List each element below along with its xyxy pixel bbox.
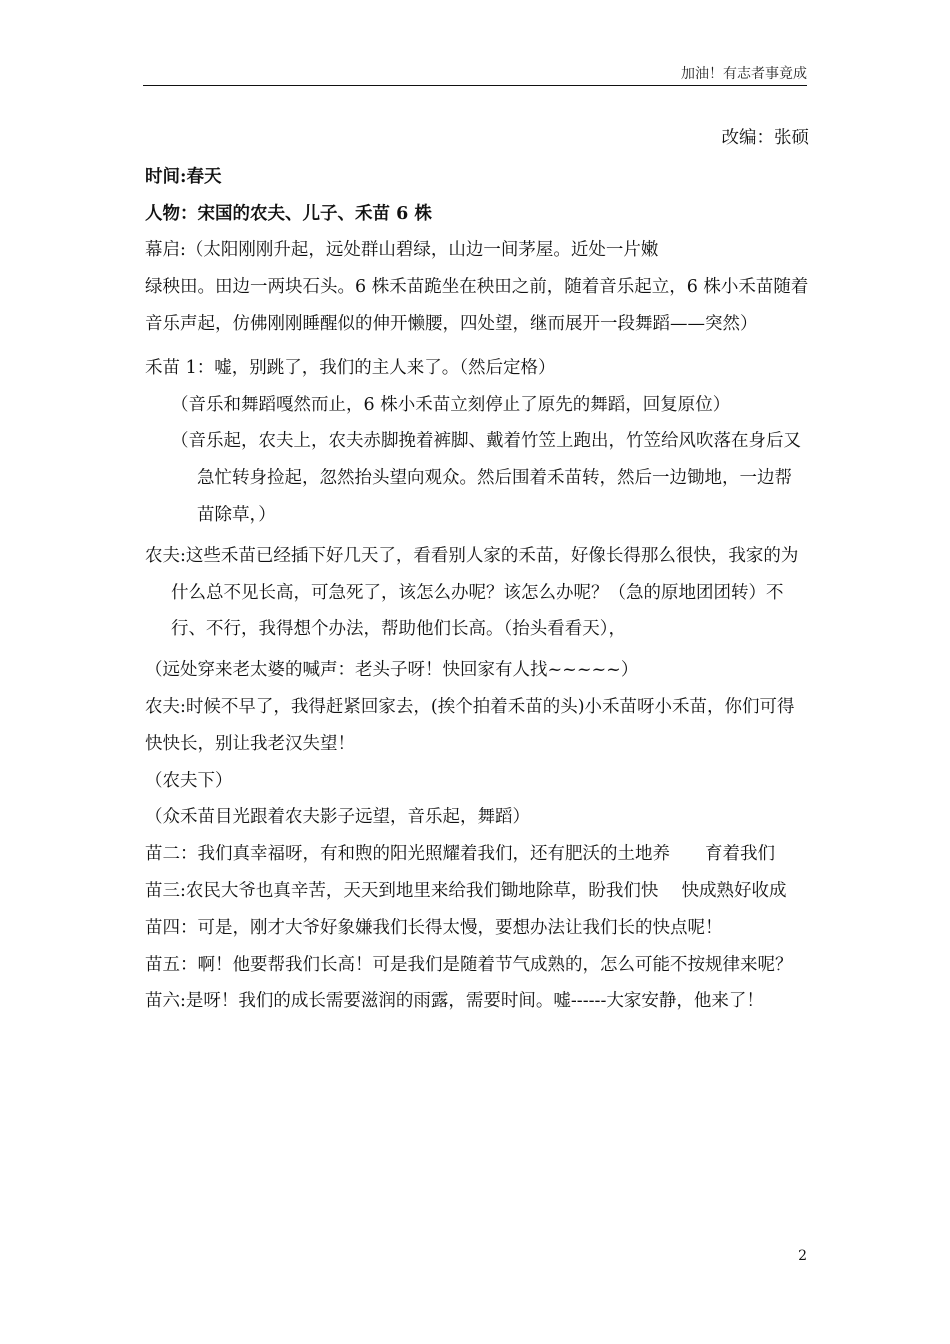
dialogue-line: 苗三:农民大爷也真辛苦，天天到地里来给我们锄地除草，盼我们快 快成熟好收成 <box>145 880 787 901</box>
dialogue-line: 苗二：我们真幸福呀，有和煦的阳光照耀着我们，还有肥沃的土地养 育着我们 <box>145 844 775 865</box>
stage-direction: （远处穿来老太婆的喊声：老头子呀！快回家有人找~~~~~） <box>145 660 639 681</box>
stage-direction: （音乐和舞蹈嘎然而止，6 株小禾苗立刻停止了原先的舞蹈，回复原位） <box>171 394 731 415</box>
header-rule <box>143 85 807 86</box>
dialogue-line: 禾苗 1：嘘，别跳了，我们的主人来了。（然后定格） <box>145 357 556 378</box>
document-body <box>145 120 809 1020</box>
adaptor-line: 改编：张硕 <box>721 128 809 148</box>
dialogue-line: 苗五：啊！他要帮我们长高！可是我们是随着节气成熟的，怎么可能不按规律来呢？ <box>145 954 793 975</box>
dialogue-line: 苗六:是呀！我们的成长需要滋润的雨露，需要时间。嘘------大家安静，他来了！ <box>145 991 764 1012</box>
time-line: 时间:春天 <box>145 166 222 187</box>
dialogue-line: 农夫:这些禾苗已经插下好几天了，看看别人家的禾苗，好像长得那么很快，我家的为什么总不见长高，可急死了，该怎么办呢？该怎么办呢？（急的原地团团转）不行、不行，我得想个办法，帮助他们长高。（抬头看看天）， <box>145 545 799 640</box>
scene-opening-continued: 绿秧田。田边一两块石头。6 株禾苗跪坐在秧田之前，随着音乐起立，6 株小禾苗随着音乐声起，仿佛刚刚睡醒似的伸开懒腰，四处望，继而展开一段舞蹈——突然） <box>145 277 809 334</box>
stage-direction: （农夫下） <box>145 770 233 791</box>
stage-direction: （众禾苗目光跟着农夫影子远望，音乐起，舞蹈） <box>145 807 530 828</box>
scene-opening-line: 幕启:（太阳刚刚升起，远处群山碧绿，山边一间茅屋。近处一片嫩 <box>145 240 659 261</box>
stage-direction: （音乐起，农夫上，农夫赤脚挽着裤脚、戴着竹笠上跑出，竹笠给风吹落在身后又急忙转身捡起，忽然抬头望向观众。然后围着禾苗转，然后一边锄地，一边帮苗除草，） <box>171 431 801 525</box>
page-number: 2 <box>798 1248 807 1264</box>
page-header-text: 加油！有志者事竟成 <box>681 66 807 82</box>
characters-line: 人物：宋国的农夫、儿子、禾苗 6 株 <box>145 203 432 224</box>
dialogue-line: 苗四：可是，刚才大爷好象嫌我们长得太慢，要想办法让我们长的快点呢！ <box>145 917 723 938</box>
dialogue-line: 农夫:时候不早了，我得赶紧回家去，(挨个拍着禾苗的头)小禾苗呀小禾苗，你们可得快快长，别让我老汉失望！ <box>145 696 795 754</box>
